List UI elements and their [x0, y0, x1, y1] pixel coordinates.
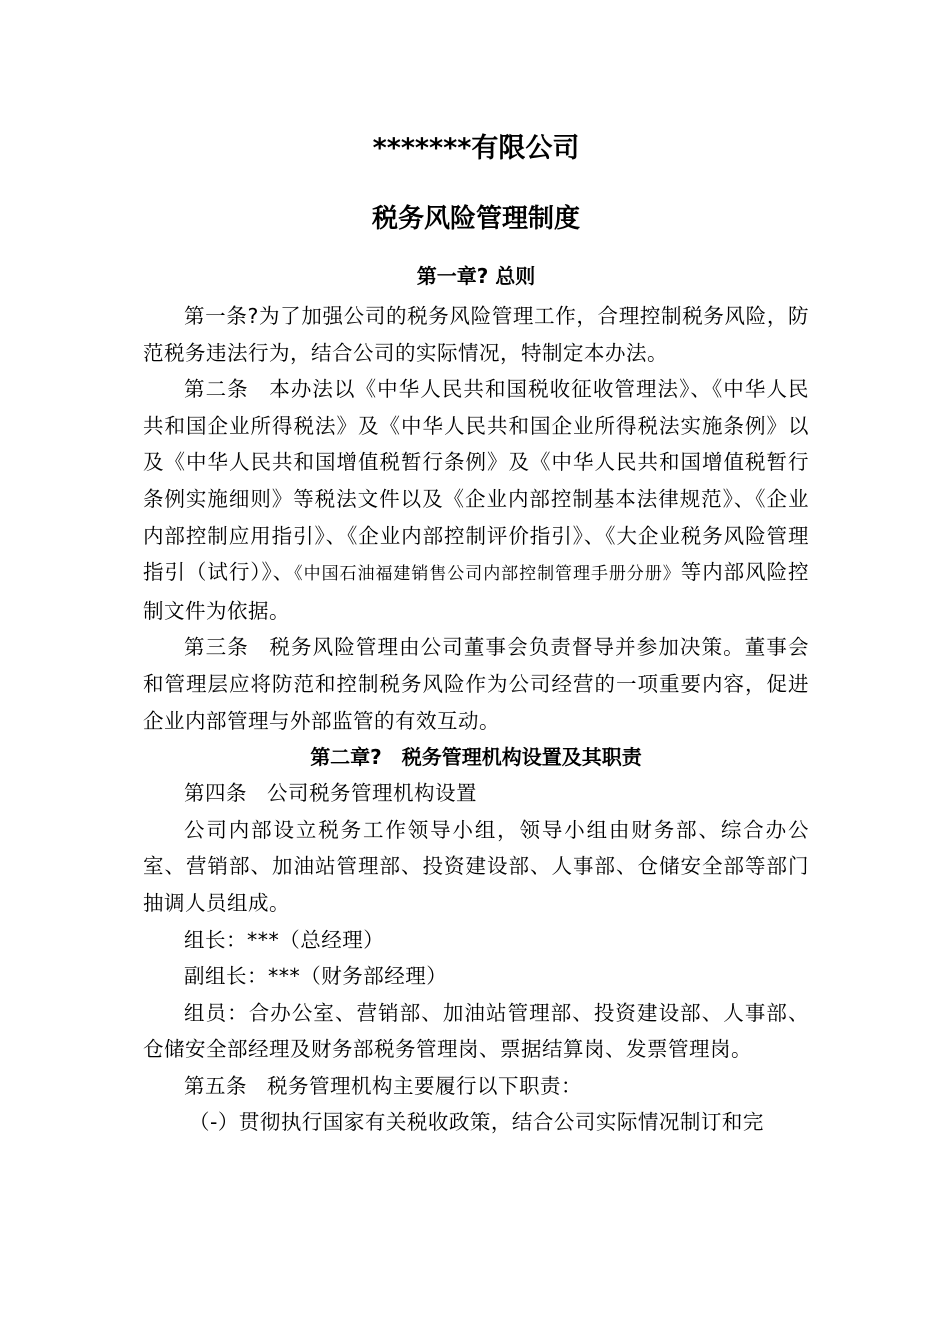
company-title: *******有限公司 — [372, 133, 580, 164]
group-deputy-leader: 副组长：***（财务部经理） — [184, 964, 448, 989]
article-2 — [143, 371, 809, 629]
article-5-text: 税务管理机构主要履行以下职责： — [267, 1073, 582, 1098]
article-1 — [143, 298, 809, 371]
article-4-body: 公司内部设立税务工作领导小组，领导小组由财务部、综合办公室、营销部、加油站管理部、投资建设部、人事部、仓储安全部等部门抽调人员组成。 — [143, 817, 809, 915]
article-2-manual-reference: 《中国石油福建销售公司内部控制管理手册分册》 — [294, 564, 681, 585]
article-3 — [143, 629, 809, 739]
article-4 — [143, 775, 809, 812]
duty-item-1: （-）贯彻执行国家有关税收政策，结合公司实际情况制订和完 — [189, 1110, 764, 1135]
article-2-label: 第二条 — [184, 377, 249, 402]
article-1-text: 为了加强公司的税务风险管理工作，合理控制税务风险，防范税务违法行为，结合公司的实际情况，特制定本办法。 — [143, 304, 809, 365]
article-4-label: 第四条 — [184, 781, 247, 806]
article-3-label: 第三条 — [184, 635, 249, 660]
article-5-label: 第五条 — [184, 1073, 247, 1098]
article-1-label: 第一条? — [184, 304, 259, 328]
document-body — [143, 128, 809, 1141]
group-members: 组员：合办公室、营销部、加油站管理部、投资建设部、人事部、仓储安全部经理及财务部税务管理岗、票据结算岗、发票管理岗。 — [143, 1000, 809, 1062]
article-5 — [143, 1068, 809, 1105]
group-leader: 组长：***（总经理） — [184, 927, 385, 952]
article-2-tail: 等内部风险控制文件为依据。 — [143, 560, 810, 623]
document-title: 税务风险管理制度 — [371, 204, 580, 234]
article-2-text: 本办法以《中华人民共和国税收征收管理法》、《中华人民共和国企业所得税法》及《中华人民共和国企业所得税法实施条例》以及《中华人民共和国增值税暂行条例》及《中华人民共和国增值税暂行条例实施细则》等税法文件以及《企业内部控制基本法律规范》、《企业内部控制应用指引》、《企业内部控制评价指引》、《大企业税务风险管理指引（试行）》、 — [143, 377, 810, 585]
article-4-text: 公司税务管理机构设置 — [267, 781, 477, 806]
chapter-2-heading: 第二章? 税务管理机构设置及其职责 — [310, 745, 642, 770]
article-3-text: 税务风险管理由公司董事会负责督导并参加决策。董事会和管理层应将防范和控制税务风险作为公司经营的一项重要内容，促进企业内部管理与外部监管的有效互动。 — [143, 635, 810, 733]
chapter-1-heading: 第一章? 总则 — [416, 264, 536, 288]
